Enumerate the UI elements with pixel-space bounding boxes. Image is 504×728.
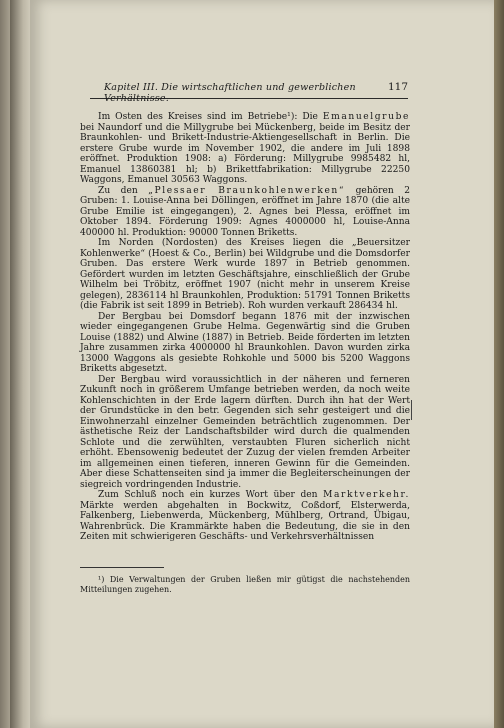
facing-page-edge: [0, 0, 10, 728]
page-number: 117: [387, 81, 408, 93]
paragraph: Zu den „Plessaer Braunkohlenwerken“ gehören 2 Gruben: 1. Louise-Anna bei Döllingen, eröffnet im Jahre 1870 (die alte Grube Emilie ist eingegangen), 2. Agnes bei Plessa, eröffnet im Oktober 1894. Förderung 1909: Agnes 4000000 hl, Louise-Anna 400000 hl. Produktion: 90000 Tonnen Briketts.: [80, 185, 410, 238]
page-edge: [494, 0, 504, 728]
paragraph: Zum Schluß noch ein kurzes Wort über den Marktverkehr. Märkte werden abgehalten in Bockwitz, Coßdorf, Elsterwerda, Falkenberg, Liebenwerda, Mückenberg, Mühlberg, Ortrand, Übigau, Wahrenbrück. Die Krammärkte haben die Bedeutung, die sie in den Zeiten mit schwierigeren Geschäfts- und Verkehrsverhältnissen: [80, 490, 410, 542]
paragraph: Der Bergbau bei Domsdorf begann 1876 mit der inzwischen wieder eingegangenen Grube Helma. Gegenwärtig sind die Gruben Louise (1882) und Alwine (1887) in Betrieb. Beide förderten im letzten Jahre zusammen zirka 4000000 hl Braunkohlen. Davon wurden zirka 13000 Waggons als gesiebte Rohkohle und 5000 bis 5200 Waggons Briketts abgesetzt.: [80, 311, 410, 374]
margin-mark: [411, 400, 412, 420]
running-title: Kapitel III. Die wirtschaftlichen und gewerblichen Verhältnisse.: [104, 82, 356, 104]
paragraph: Der Bergbau wird voraussichtlich in der näheren und ferneren Zukunft noch in größerem Umfange betrieben werden, da noch weite Kohlenschichten in der Erde lagern dürften. Durch ihn hat der Wert der Grundstücke in den betr. Gegenden sich sehr gesteigert und die Einwohnerzahl einzelner Gemeinden beträchtlich zugenommen. Der ästhetische Reiz der Landschaftsbilder wird durch die qualmenden Schlote und die zerwühlten, verstaubten Fluren sicherlich nicht erhöht. Ebensowenig bedeutet der Zuzug der vielen fremden Arbeiter im allgemeinen einen tieferen, inneren Gewinn für die Gemeinden. Aber diese Schattenseiten sind ja immer die Begleiterscheinungen der siegreich vordringenden Industrie.: [80, 374, 410, 490]
page-body: [80, 112, 410, 543]
paragraph: Im Norden (Nordosten) des Kreises liegen die „Beuersitzer Kohlenwerke“ (Hoest & Co., Berlin) bei Wildgrube und die Domsdorfer Gruben. Das erstere Werk wurde 1897 in Betrieb genommen. Gefördert wurden im letzten Geschäftsjahre, einschließlich der Grube Wilhelm bei Tröbitz, eröffnet 1907 (nicht mehr in unserem Kreise gelegen), 2836114 hl Braunkohlen, Produktion: 51791 Tonnen Briketts (die Fabrik ist seit 1899 in Betrieb). Roh wurden verkauft 286434 hl.: [80, 238, 410, 311]
running-header: [90, 80, 408, 104]
book-gutter: [10, 0, 32, 728]
footnote: ¹) Die Verwaltungen der Gruben ließen mir gütigst die nachstehenden Mitteilungen zugehen.: [80, 575, 410, 594]
paragraph: Im Osten des Kreises sind im Betriebe¹): Die Emanuelgrube bei Naundorf und die Millygrube bei Mückenberg, beide im Besitz der Braunkohlen- und Brikett-Industrie-Aktiengesellschaft in Berlin. Die erstere Grube wurde im November 1902, die andere im Juli 1898 eröffnet. Produktion 1908: a) Förderung: Millygrube 9985482 hl, Emanuel 13860381 hl; b) Brikettfabrikation: Millygrube 22250 Waggons, Emanuel 30563 Waggons.: [80, 112, 410, 185]
footnote-rule: [80, 567, 164, 568]
